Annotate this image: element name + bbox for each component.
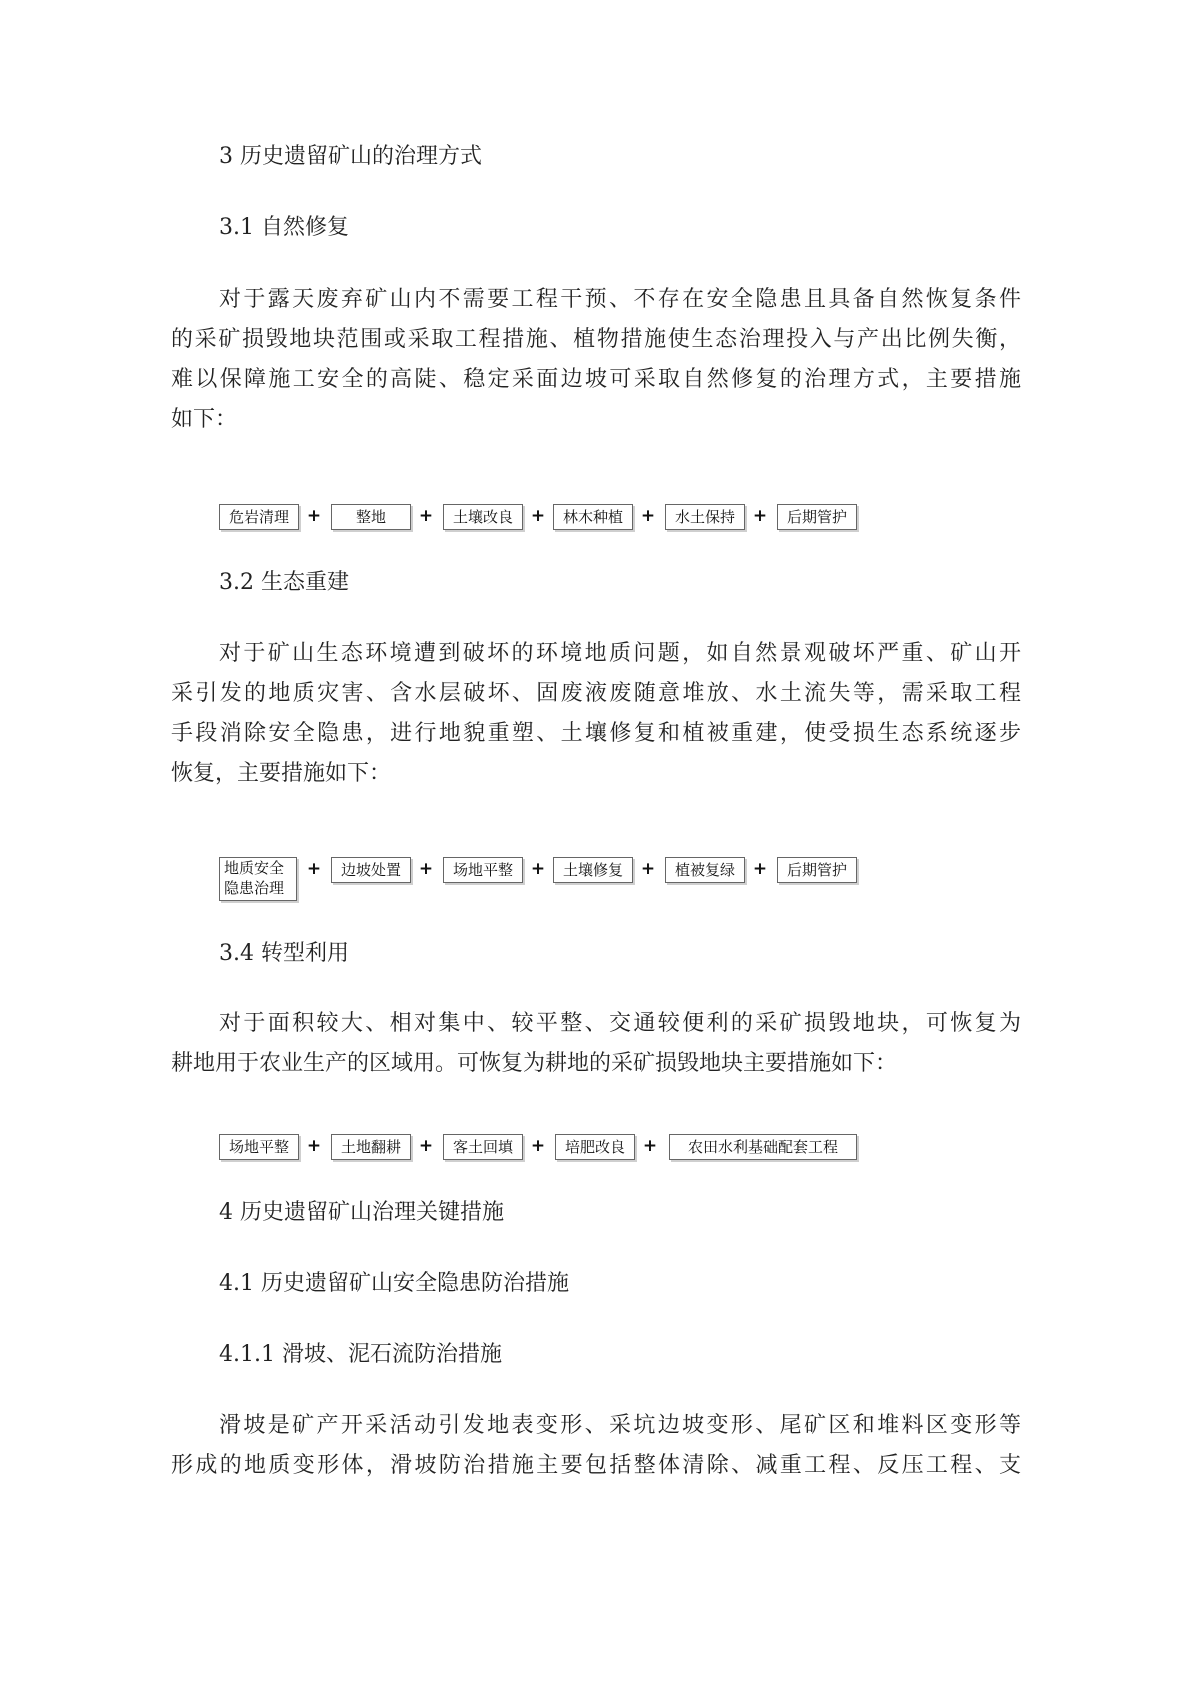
section-3-4-paragraph xyxy=(171,1004,1021,1084)
plus-sign: + xyxy=(530,1136,546,1156)
section-3-heading: 3 历史遗留矿山的治理方式 xyxy=(219,144,482,169)
plus-sign: + xyxy=(418,1136,434,1156)
plus-sign: + xyxy=(306,859,322,879)
section-4-heading: 4 历史遗留矿山治理关键措施 xyxy=(219,1200,504,1225)
section-4-1-heading: 4.1 历史遗留矿山安全隐患防治措施 xyxy=(219,1271,569,1296)
flow-step-box: 土地翻耕 xyxy=(331,1134,411,1160)
flow-step-line: 隐患治理 xyxy=(224,879,285,897)
flow-step-box: 水土保持 xyxy=(665,504,745,530)
section-3-2-paragraph xyxy=(171,634,1021,794)
flow-step-box: 土壤修复 xyxy=(553,857,633,883)
section-3-1-heading: 3.1 自然修复 xyxy=(219,215,349,240)
section-4-1-1-paragraph xyxy=(171,1406,1021,1486)
flow-step-box xyxy=(219,857,297,901)
plus-sign: + xyxy=(418,506,434,526)
plus-sign: + xyxy=(752,506,768,526)
section-3-4-heading: 3.4 转型利用 xyxy=(219,941,349,966)
flow-step-box: 后期管护 xyxy=(777,857,857,883)
paragraph-line: 耕地用于农业生产的区域用。可恢复为耕地的采矿损毁地块主要措施如下： xyxy=(171,1051,898,1076)
section-4-1-1-heading: 4.1.1 滑坡、泥石流防治措施 xyxy=(219,1342,502,1367)
plus-sign: + xyxy=(530,859,546,879)
flow-step-box: 植被复绿 xyxy=(665,857,745,883)
paragraph-line: 对于矿山生态环境遭到破坏的环境地质问题，如自然景观破坏严重、矿山开 xyxy=(219,641,1021,666)
flow-step-box: 客土回填 xyxy=(443,1134,523,1160)
plus-sign: + xyxy=(640,859,656,879)
plus-sign: + xyxy=(306,506,322,526)
paragraph-line: 手段消除安全隐患，进行地貌重塑、土壤修复和植被重建，使受损生态系统逐步 xyxy=(171,721,1021,746)
paragraph-line: 对于露天废弃矿山内不需要工程干预、不存在安全隐患且具备自然恢复条件 xyxy=(219,287,1021,312)
flow-step-box: 边坡处置 xyxy=(331,857,411,883)
flow-step-box: 农田水利基础配套工程 xyxy=(669,1134,857,1160)
paragraph-line: 形成的地质变形体，滑坡防治措施主要包括整体清除、减重工程、反压工程、支 xyxy=(171,1453,1021,1478)
plus-sign: + xyxy=(752,859,768,879)
section-3-1-paragraph xyxy=(171,280,1021,440)
paragraph-line: 对于面积较大、相对集中、较平整、交通较便利的采矿损毁地块，可恢复为 xyxy=(219,1011,1021,1036)
plus-sign: + xyxy=(640,506,656,526)
paragraph-line: 的采矿损毁地块范围或采取工程措施、植物措施使生态治理投入与产出比例失衡， xyxy=(171,327,1021,352)
plus-sign: + xyxy=(642,1136,658,1156)
flow-step-box: 危岩清理 xyxy=(219,504,299,530)
plus-sign: + xyxy=(530,506,546,526)
paragraph-line: 如下： xyxy=(171,407,238,432)
flow-step-box: 培肥改良 xyxy=(555,1134,635,1160)
flow-step-box: 土壤改良 xyxy=(443,504,523,530)
paragraph-line: 滑坡是矿产开采活动引发地表变形、采坑边坡变形、尾矿区和堆料区变形等 xyxy=(219,1413,1021,1438)
flow-step-box: 场地平整 xyxy=(219,1134,299,1160)
plus-sign: + xyxy=(306,1136,322,1156)
section-3-2-heading: 3.2 生态重建 xyxy=(219,570,349,595)
paragraph-line: 恢复，主要措施如下： xyxy=(171,761,392,786)
paragraph-line: 难以保障施工安全的高陡、稳定采面边坡可采取自然修复的治理方式，主要措施 xyxy=(171,367,1021,392)
flow-step-line: 地质安全 xyxy=(224,859,285,877)
plus-sign: + xyxy=(418,859,434,879)
flow-step-box: 后期管护 xyxy=(777,504,857,530)
flow-step-box: 整地 xyxy=(331,504,411,530)
paragraph-line: 采引发的地质灾害、含水层破坏、固废液废随意堆放、水土流失等，需采取工程 xyxy=(171,681,1021,706)
flow-step-box: 林木种植 xyxy=(553,504,633,530)
flow-step-box: 场地平整 xyxy=(443,857,523,883)
